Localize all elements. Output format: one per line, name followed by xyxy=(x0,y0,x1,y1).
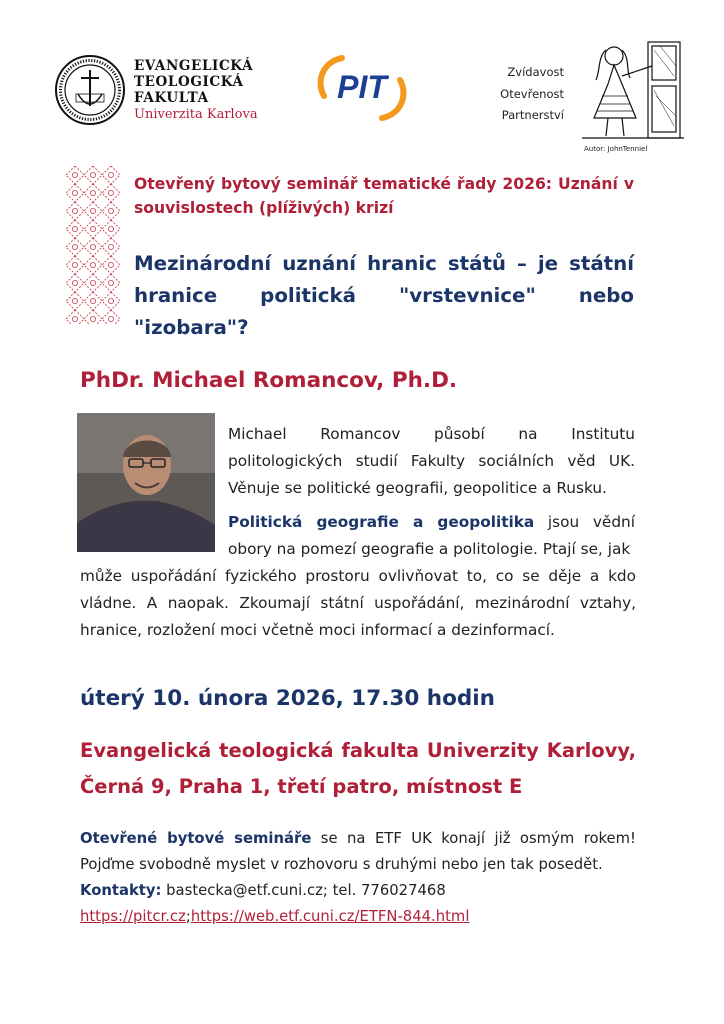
speaker-name: PhDr. Michael Romancov, Ph.D. xyxy=(80,368,458,393)
field-description-first xyxy=(228,509,635,563)
decorative-lattice-pattern xyxy=(66,166,120,324)
speaker-bio: Michael Romancov působí na Institutu politologických studií Fakulty sociálních věd UK. Věnuje se politické geografii, geopolitice a Rusku. xyxy=(228,425,635,497)
event-date: úterý 10. února 2026, 17.30 hodin xyxy=(80,686,495,711)
field-title: Politická geografie a geopolitika xyxy=(228,513,535,531)
etf-event-link[interactable]: https://web.etf.cuni.cz/ETFN-844.html xyxy=(190,908,470,925)
motto-item: Zvídavost xyxy=(507,65,564,79)
seminars-title: Otevřené bytové semináře xyxy=(80,830,312,847)
field-description-rest: může uspořádání fyzického prostoru ovlivňovat to, co se děje a kdo vládne. A naopak. Zkoumají státní uspořádání, mezinárodní vztahy, hranice, rozložení moci včetně moci informací a dezinformací. xyxy=(80,567,636,639)
alice-illustration xyxy=(578,36,688,144)
footer-info xyxy=(80,826,636,930)
link-separator: ; xyxy=(185,908,191,925)
illustration-credit: Autor: JohnTenniel xyxy=(584,145,648,153)
motto-item: Otevřenost xyxy=(500,86,564,101)
seminars-text: se na ETF UK konají již osmým rokem! Pojďme svobodně myslet v rozhovoru s druhými nebo jen tak posedět. xyxy=(80,830,636,873)
pit-link[interactable]: https://pitcr.cz xyxy=(80,908,186,925)
field-text-a: jsou vědní obory na pomezí geografie a politologie. Ptají se, jak xyxy=(228,513,635,558)
seminar-series-title: Otevřený bytový seminář tematické řady 2026: Uznání v souvislostech (plíživých) krizí xyxy=(134,175,634,217)
contacts-text: bastecka@etf.cuni.cz; tel. 776027468 xyxy=(161,882,446,899)
etf-name-line3: FAKULTA xyxy=(134,90,209,106)
contacts-line xyxy=(80,878,636,904)
speaker-photo xyxy=(77,413,215,552)
links-line xyxy=(80,904,636,930)
event-venue: Evangelická teologická fakulta Univerzity Karlovy, Černá 9, Praha 1, třetí patro, místnost E xyxy=(80,739,636,798)
etf-name-line1: EVANGELICKÁ xyxy=(134,58,254,74)
seminars-note xyxy=(80,826,636,878)
lecture-topic-title: Mezinárodní uznání hranic států – je státní hranice politická "vrstevnice" nebo "izobara"? xyxy=(134,252,634,339)
pit-logo-text: PIT xyxy=(337,69,387,105)
etf-name-block xyxy=(134,58,304,123)
contacts-label: Kontakty: xyxy=(80,882,162,899)
pit-logo xyxy=(314,52,410,124)
motto-list xyxy=(484,62,564,127)
university-name: Univerzita Karlova xyxy=(134,107,258,122)
etf-seal-logo xyxy=(54,54,126,126)
etf-name-line2: TEOLOGICKÁ xyxy=(134,74,244,90)
motto-item: Partnerství xyxy=(501,108,564,122)
